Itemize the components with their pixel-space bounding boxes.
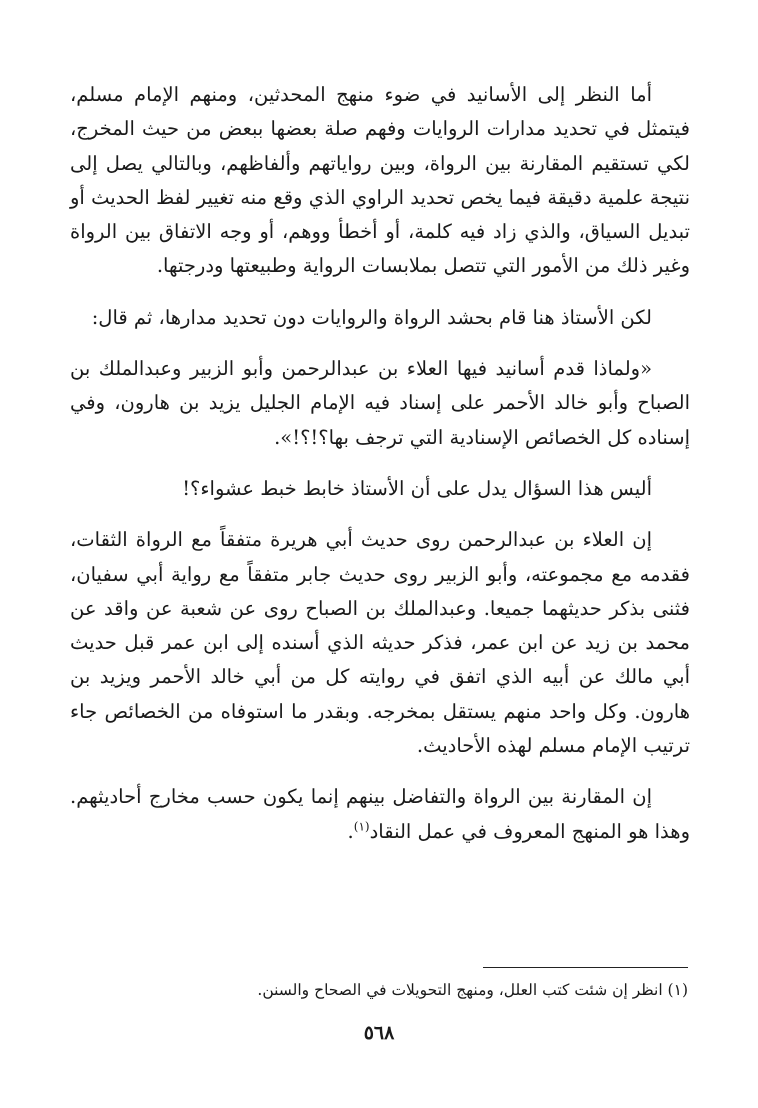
- footnote-separator: [483, 967, 688, 968]
- footnote: (١) انظر إن شئت كتب العلل، ومنهج التحويلات في الصحاح والسنن.: [257, 981, 688, 999]
- paragraph-narrators-explanation: إن العلاء بن عبدالرحمن روى حديث أبي هريرة متفقاً مع الرواة الثقات، فقدمه مع مجموعته، وأبو الزبير روى حديث جابر متفقاً مع رواية أبي سفيان، فثنى بذكر حديثهما جميعا. وعبدالملك بن الصباح روى عن شعبة عن واقد عن محمد بن زيد عن ابن عمر، فذكر حديثه الذي أسنده إلى ابن عمر قبل حديث أبي مالك عن أبيه الذي اتفق في روايته كل من أبي خالد الأحمر ويزيد بن هارون. وكل واحد منهم يستقل بمخرجه. وبقدر ما استوفاه من الخصائص جاء ترتيب الإمام مسلم لهذه الأحاديث.: [70, 528, 690, 758]
- paragraph-critique-intro: لكن الأستاذ هنا قام بحشد الرواة والروايات دون تحديد مدارها، ثم قال:: [91, 305, 652, 329]
- conclusion-text: إن المقارنة بين الرواة والتفاضل بينهم إنما يكون حسب مخارج أحاديثهم. وهذا هو المنهج المعروف في عمل النقاد: [70, 785, 690, 843]
- paragraph-rhetorical-question: أليس هذا السؤال يدل على أن الأستاذ خابط خبط عشواء؟!: [182, 476, 652, 500]
- conclusion-end: .: [347, 819, 354, 843]
- page-number: ٥٦٨: [363, 1022, 395, 1044]
- page-body: [70, 78, 690, 849]
- paragraph-conclusion: [70, 780, 690, 849]
- footnote-reference[interactable]: (١): [353, 819, 370, 834]
- paragraph-isnad-methodology: أما النظر إلى الأسانيد في ضوء منهج المحدثين، ومنهم الإمام مسلم، فيتمثل في تحديد مدارات الروايات وفهم صلة بعضها ببعض من حيث المخرج، لكي تستقيم المقارنة بين الرواة، وبين رواياتهم وألفاظهم، وبالتالي يصل إلى نتيجة علمية دقيقة فيما يخص تحديد الراوي الذي وقع منه تغيير لفظ الحديث أو تبديل السياق، والذي زاد فيه كلمة، أو أخطأ ووهم، أو وجه الاتفاق بين الرواة وغير ذلك من الأمور التي تتصل بملابسات الرواية وطبيعتها ودرجتها.: [70, 83, 690, 278]
- paragraph-quoted-question: «ولماذا قدم أسانيد فيها العلاء بن عبدالرحمن وأبو الزبير وعبدالملك بن الصباح وأبو خالد الأحمر على إسناد فيه الإمام الجليل يزيد بن هارون، وفي إسناده كل الخصائص الإسنادية التي ترجف بها؟!؟!».: [70, 357, 690, 449]
